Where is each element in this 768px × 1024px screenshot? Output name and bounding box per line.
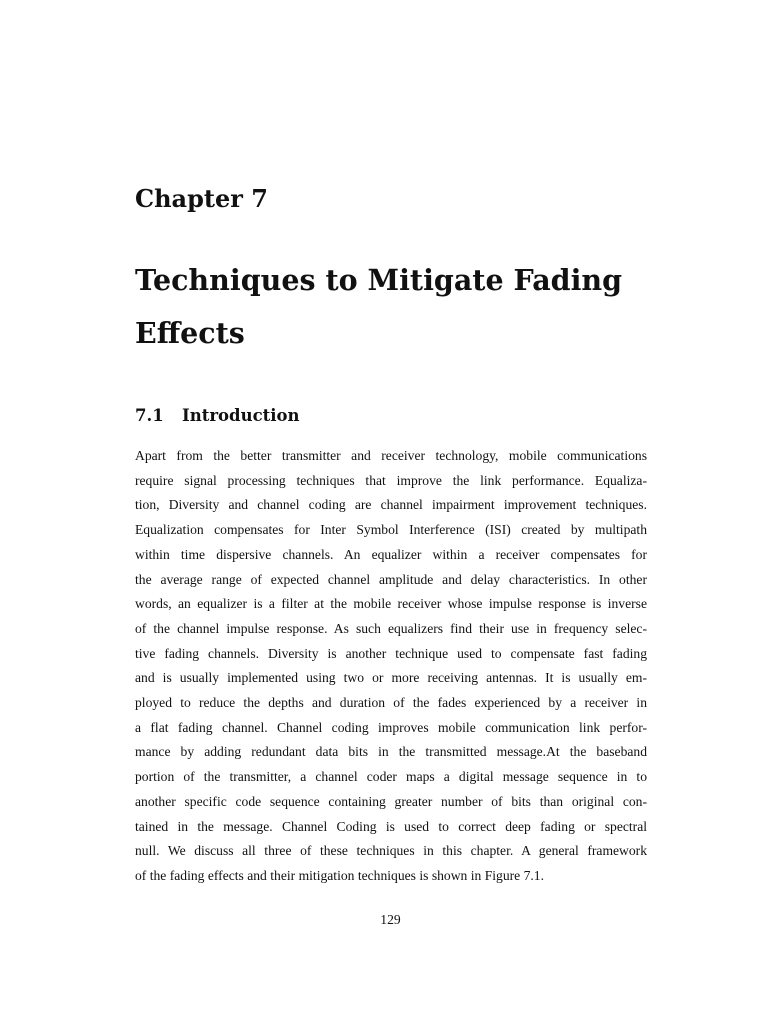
paragraph-line: Equalization compensates for Inter Symbol Interference (ISI) created by multipath <box>135 522 647 538</box>
paragraph-line: of the channel impulse response. As such equalizers find their use in frequency selec- <box>135 620 647 636</box>
paragraph-line: another specific code sequence containing greater number of bits than original con- <box>135 793 647 809</box>
paragraph-line: null. We discuss all three of these techniques in this chapter. A general framework <box>135 843 647 859</box>
paragraph-line: and is usually implemented using two or more receiving antennas. It is usually em- <box>135 670 647 686</box>
page-number: 129 <box>380 912 401 927</box>
paragraph-line: of the fading effects and their mitigation techniques is shown in Figure 7.1. <box>135 867 544 883</box>
section-heading <box>135 404 300 428</box>
chapter-label: Chapter 7 <box>135 184 268 213</box>
paragraph-line: mance by adding redundant data bits in the transmitted message.At the baseband <box>135 744 647 760</box>
section-number: 7.1 <box>135 406 164 425</box>
paragraph-line: tained in the message. Channel Coding is used to correct deep fading or spectral <box>135 818 647 834</box>
paragraph-line: words, an equalizer is a filter at the mobile receiver whose impulse response is inverse <box>135 596 647 612</box>
introduction-paragraph <box>135 444 647 889</box>
paragraph-line: the average range of expected channel amplitude and delay characteristics. In other <box>135 571 647 587</box>
paragraph-line: within time dispersive channels. An equalizer within a receiver compensates for <box>135 546 647 562</box>
paragraph-line: tive fading channels. Diversity is another technique used to compensate fast fading <box>135 645 647 661</box>
paragraph-line: a flat fading channel. Channel coding improves mobile communication link perfor- <box>135 719 647 735</box>
paragraph-line: Apart from the better transmitter and receiver technology, mobile communications <box>135 448 647 463</box>
paragraph-line: ployed to reduce the depths and duration of the fades experienced by a receiver in <box>135 695 647 711</box>
section-title: Introduction <box>182 406 300 425</box>
paragraph-line: portion of the transmitter, a channel coder maps a digital message sequence in to <box>135 769 647 785</box>
chapter-title: Techniques to Mitigate Fading Effects <box>135 263 623 350</box>
paragraph-line: tion, Diversity and channel coding are channel impairment improvement techniques. <box>135 497 647 513</box>
paragraph-line: require signal processing techniques that improve the link performance. Equaliza- <box>135 472 647 488</box>
